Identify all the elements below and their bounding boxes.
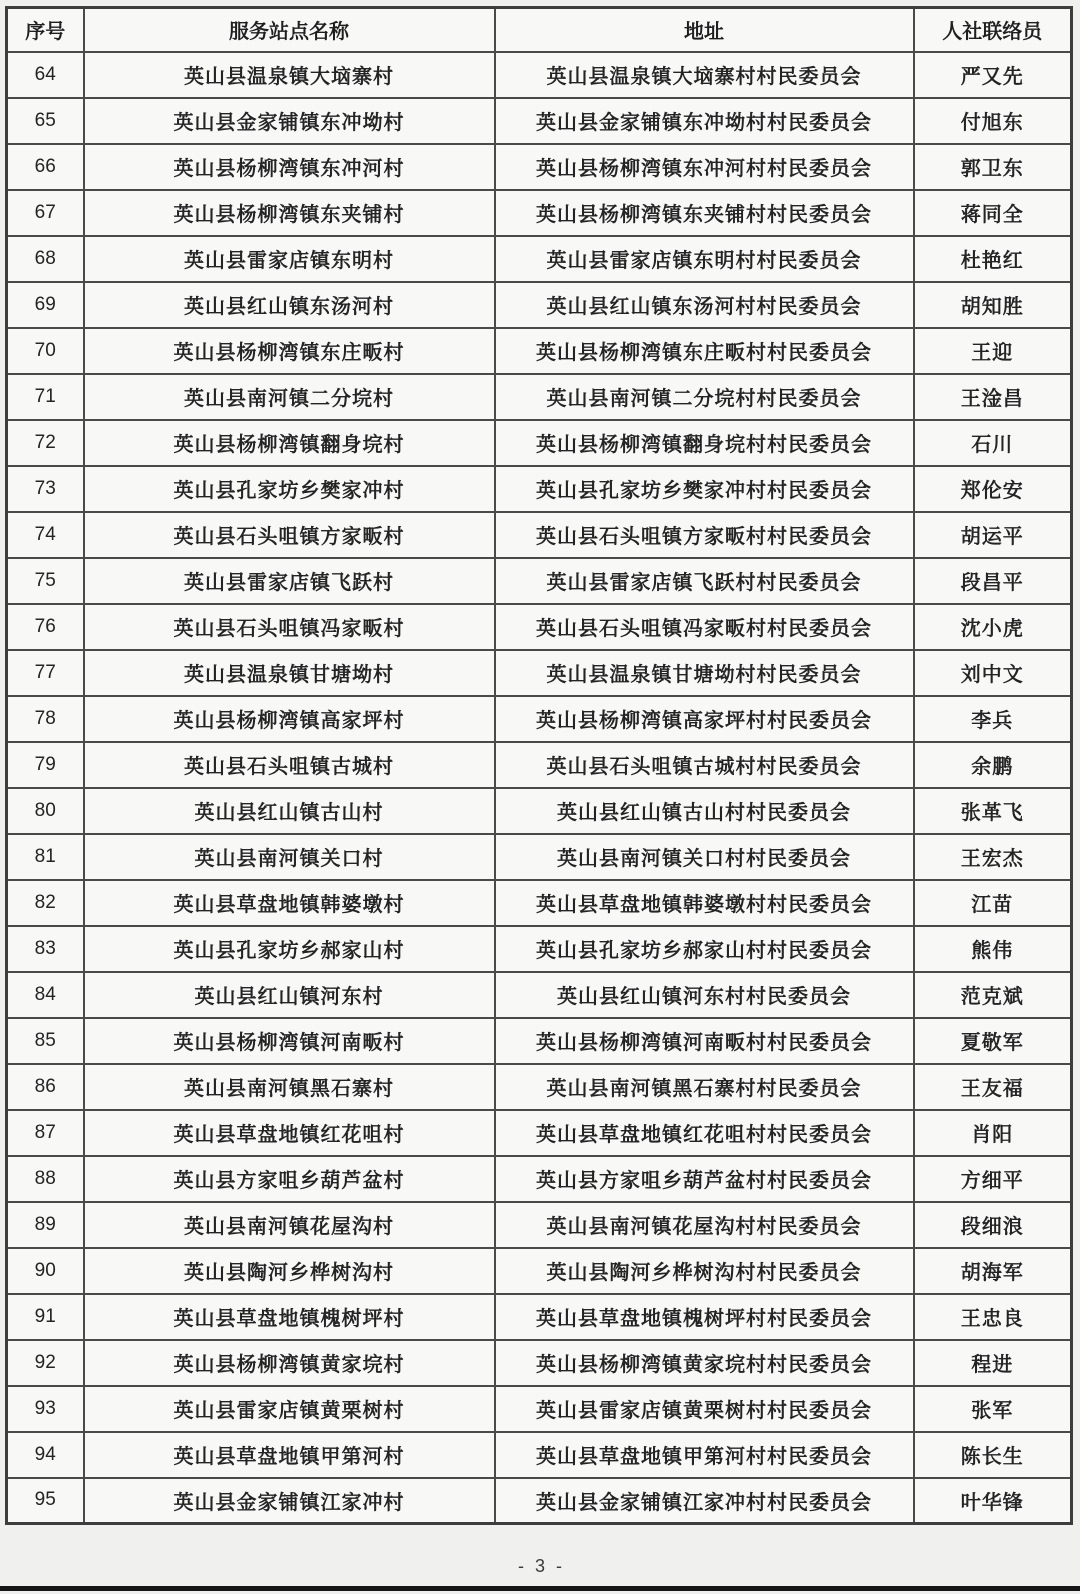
address-cell: 英山县金家铺镇江家冲村村民委员会 — [495, 1478, 914, 1524]
station-name-cell: 英山县陶河乡桦树沟村 — [84, 1248, 495, 1294]
station-name-cell: 英山县杨柳湾镇河南畈村 — [84, 1018, 495, 1064]
row-number-cell: 75 — [7, 558, 84, 604]
table-header — [7, 8, 1072, 52]
table-row — [7, 604, 1072, 650]
row-number-cell: 85 — [7, 1018, 84, 1064]
table-row — [7, 328, 1072, 374]
liaison-cell: 刘中文 — [914, 650, 1072, 696]
table-row — [7, 1156, 1072, 1202]
row-number-cell: 73 — [7, 466, 84, 512]
station-name-cell: 英山县雷家店镇飞跃村 — [84, 558, 495, 604]
liaison-cell: 熊伟 — [914, 926, 1072, 972]
row-number-cell: 87 — [7, 1110, 84, 1156]
station-name-cell: 英山县草盘地镇韩婆墩村 — [84, 880, 495, 926]
liaison-cell: 方细平 — [914, 1156, 1072, 1202]
table-row — [7, 1386, 1072, 1432]
bottom-divider — [0, 1586, 1080, 1591]
station-name-cell: 英山县草盘地镇槐树坪村 — [84, 1294, 495, 1340]
liaison-cell: 张军 — [914, 1386, 1072, 1432]
table-row — [7, 52, 1072, 98]
station-name-cell: 英山县杨柳湾镇东夹铺村 — [84, 190, 495, 236]
row-number-cell: 74 — [7, 512, 84, 558]
liaison-cell: 王迎 — [914, 328, 1072, 374]
table-row — [7, 466, 1072, 512]
address-cell: 英山县石头咀镇古城村村民委员会 — [495, 742, 914, 788]
liaison-cell: 杜艳红 — [914, 236, 1072, 282]
address-cell: 英山县杨柳湾镇东夹铺村村民委员会 — [495, 190, 914, 236]
station-name-cell: 英山县孔家坊乡郝家山村 — [84, 926, 495, 972]
row-number-cell: 89 — [7, 1202, 84, 1248]
row-number-cell: 86 — [7, 1064, 84, 1110]
row-number-cell: 84 — [7, 972, 84, 1018]
liaison-cell: 王忠良 — [914, 1294, 1072, 1340]
table-row — [7, 880, 1072, 926]
station-name-cell: 英山县方家咀乡葫芦盆村 — [84, 1156, 495, 1202]
station-name-cell: 英山县南河镇二分垸村 — [84, 374, 495, 420]
table-row — [7, 512, 1072, 558]
row-number-cell: 71 — [7, 374, 84, 420]
table-row — [7, 98, 1072, 144]
address-cell: 英山县雷家店镇东明村村民委员会 — [495, 236, 914, 282]
address-cell: 英山县南河镇花屋沟村村民委员会 — [495, 1202, 914, 1248]
table-row — [7, 558, 1072, 604]
station-name-cell: 英山县红山镇河东村 — [84, 972, 495, 1018]
table-row — [7, 1432, 1072, 1478]
liaison-cell: 王淦昌 — [914, 374, 1072, 420]
address-cell: 英山县杨柳湾镇黄家垸村村民委员会 — [495, 1340, 914, 1386]
header-index: 序号 — [7, 8, 84, 52]
station-name-cell: 英山县杨柳湾镇东庄畈村 — [84, 328, 495, 374]
address-cell: 英山县草盘地镇甲第河村村民委员会 — [495, 1432, 914, 1478]
address-cell: 英山县雷家店镇黄栗树村村民委员会 — [495, 1386, 914, 1432]
address-cell: 英山县石头咀镇方家畈村村民委员会 — [495, 512, 914, 558]
table-body — [7, 52, 1072, 1524]
header-station-name: 服务站点名称 — [84, 8, 495, 52]
table-row — [7, 282, 1072, 328]
station-name-cell: 英山县南河镇关口村 — [84, 834, 495, 880]
row-number-cell: 64 — [7, 52, 84, 98]
liaison-cell: 付旭东 — [914, 98, 1072, 144]
address-cell: 英山县南河镇二分垸村村民委员会 — [495, 374, 914, 420]
liaison-cell: 段昌平 — [914, 558, 1072, 604]
row-number-cell: 69 — [7, 282, 84, 328]
table-row — [7, 1340, 1072, 1386]
row-number-cell: 88 — [7, 1156, 84, 1202]
table-row — [7, 1478, 1072, 1524]
address-cell: 英山县陶河乡桦树沟村村民委员会 — [495, 1248, 914, 1294]
address-cell: 英山县草盘地镇韩婆墩村村民委员会 — [495, 880, 914, 926]
address-cell: 英山县雷家店镇飞跃村村民委员会 — [495, 558, 914, 604]
liaison-cell: 李兵 — [914, 696, 1072, 742]
row-number-cell: 67 — [7, 190, 84, 236]
station-name-cell: 英山县杨柳湾镇高家坪村 — [84, 696, 495, 742]
station-name-cell: 英山县南河镇花屋沟村 — [84, 1202, 495, 1248]
station-name-cell: 英山县雷家店镇黄栗树村 — [84, 1386, 495, 1432]
table-row — [7, 1110, 1072, 1156]
address-cell: 英山县杨柳湾镇翻身垸村村民委员会 — [495, 420, 914, 466]
station-name-cell: 英山县草盘地镇甲第河村 — [84, 1432, 495, 1478]
row-number-cell: 76 — [7, 604, 84, 650]
row-number-cell: 65 — [7, 98, 84, 144]
page-number: - 3 - — [517, 1556, 562, 1576]
station-name-cell: 英山县草盘地镇红花咀村 — [84, 1110, 495, 1156]
table-row — [7, 374, 1072, 420]
header-row — [7, 8, 1072, 52]
station-name-cell: 英山县石头咀镇方家畈村 — [84, 512, 495, 558]
table-row — [7, 1294, 1072, 1340]
row-number-cell: 91 — [7, 1294, 84, 1340]
liaison-cell: 胡海军 — [914, 1248, 1072, 1294]
service-stations-table — [5, 6, 1073, 1525]
address-cell: 英山县杨柳湾镇高家坪村村民委员会 — [495, 696, 914, 742]
liaison-cell: 江苗 — [914, 880, 1072, 926]
liaison-cell: 肖阳 — [914, 1110, 1072, 1156]
row-number-cell: 83 — [7, 926, 84, 972]
row-number-cell: 82 — [7, 880, 84, 926]
liaison-cell: 陈长生 — [914, 1432, 1072, 1478]
row-number-cell: 78 — [7, 696, 84, 742]
liaison-cell: 王宏杰 — [914, 834, 1072, 880]
row-number-cell: 94 — [7, 1432, 84, 1478]
liaison-cell: 程进 — [914, 1340, 1072, 1386]
station-name-cell: 英山县南河镇黑石寨村 — [84, 1064, 495, 1110]
table-row — [7, 236, 1072, 282]
table-row — [7, 834, 1072, 880]
station-name-cell: 英山县杨柳湾镇东冲河村 — [84, 144, 495, 190]
table-row — [7, 1248, 1072, 1294]
row-number-cell: 80 — [7, 788, 84, 834]
row-number-cell: 68 — [7, 236, 84, 282]
liaison-cell: 郑伦安 — [914, 466, 1072, 512]
liaison-cell: 张革飞 — [914, 788, 1072, 834]
table-row — [7, 1064, 1072, 1110]
table-row — [7, 742, 1072, 788]
station-name-cell: 英山县温泉镇大垴寨村 — [84, 52, 495, 98]
address-cell: 英山县南河镇关口村村民委员会 — [495, 834, 914, 880]
liaison-cell: 范克斌 — [914, 972, 1072, 1018]
station-name-cell: 英山县金家铺镇东冲坳村 — [84, 98, 495, 144]
station-name-cell: 英山县杨柳湾镇黄家垸村 — [84, 1340, 495, 1386]
station-name-cell: 英山县红山镇东汤河村 — [84, 282, 495, 328]
table-row — [7, 420, 1072, 466]
table-row — [7, 650, 1072, 696]
liaison-cell: 胡运平 — [914, 512, 1072, 558]
address-cell: 英山县方家咀乡葫芦盆村村民委员会 — [495, 1156, 914, 1202]
address-cell: 英山县南河镇黑石寨村村民委员会 — [495, 1064, 914, 1110]
address-cell: 英山县孔家坊乡郝家山村村民委员会 — [495, 926, 914, 972]
address-cell: 英山县红山镇古山村村民委员会 — [495, 788, 914, 834]
liaison-cell: 余鹏 — [914, 742, 1072, 788]
station-name-cell: 英山县石头咀镇冯家畈村 — [84, 604, 495, 650]
liaison-cell: 叶华锋 — [914, 1478, 1072, 1524]
table-row — [7, 972, 1072, 1018]
address-cell: 英山县孔家坊乡樊家冲村村民委员会 — [495, 466, 914, 512]
liaison-cell: 郭卫东 — [914, 144, 1072, 190]
address-cell: 英山县温泉镇甘塘坳村村民委员会 — [495, 650, 914, 696]
liaison-cell: 胡知胜 — [914, 282, 1072, 328]
header-address: 地址 — [495, 8, 914, 52]
liaison-cell: 严又先 — [914, 52, 1072, 98]
table-row — [7, 144, 1072, 190]
row-number-cell: 77 — [7, 650, 84, 696]
address-cell: 英山县红山镇河东村村民委员会 — [495, 972, 914, 1018]
station-name-cell: 英山县孔家坊乡樊家冲村 — [84, 466, 495, 512]
station-name-cell: 英山县雷家店镇东明村 — [84, 236, 495, 282]
table-row — [7, 190, 1072, 236]
address-cell: 英山县温泉镇大垴寨村村民委员会 — [495, 52, 914, 98]
row-number-cell: 72 — [7, 420, 84, 466]
row-number-cell: 70 — [7, 328, 84, 374]
row-number-cell: 95 — [7, 1478, 84, 1524]
liaison-cell: 石川 — [914, 420, 1072, 466]
address-cell: 英山县杨柳湾镇河南畈村村民委员会 — [495, 1018, 914, 1064]
row-number-cell: 92 — [7, 1340, 84, 1386]
row-number-cell: 93 — [7, 1386, 84, 1432]
row-number-cell: 90 — [7, 1248, 84, 1294]
liaison-cell: 夏敬军 — [914, 1018, 1072, 1064]
row-number-cell: 66 — [7, 144, 84, 190]
table-row — [7, 1018, 1072, 1064]
row-number-cell: 79 — [7, 742, 84, 788]
table-row — [7, 1202, 1072, 1248]
table-row — [7, 926, 1072, 972]
station-name-cell: 英山县红山镇古山村 — [84, 788, 495, 834]
station-name-cell: 英山县杨柳湾镇翻身垸村 — [84, 420, 495, 466]
liaison-cell: 王友福 — [914, 1064, 1072, 1110]
station-name-cell: 英山县金家铺镇江家冲村 — [84, 1478, 495, 1524]
liaison-cell: 段细浪 — [914, 1202, 1072, 1248]
liaison-cell: 蒋同全 — [914, 190, 1072, 236]
liaison-cell: 沈小虎 — [914, 604, 1072, 650]
table-row — [7, 696, 1072, 742]
address-cell: 英山县石头咀镇冯家畈村村民委员会 — [495, 604, 914, 650]
address-cell: 英山县草盘地镇槐树坪村村民委员会 — [495, 1294, 914, 1340]
address-cell: 英山县红山镇东汤河村村民委员会 — [495, 282, 914, 328]
row-number-cell: 81 — [7, 834, 84, 880]
address-cell: 英山县金家铺镇东冲坳村村民委员会 — [495, 98, 914, 144]
address-cell: 英山县杨柳湾镇东庄畈村村民委员会 — [495, 328, 914, 374]
station-name-cell: 英山县石头咀镇古城村 — [84, 742, 495, 788]
address-cell: 英山县杨柳湾镇东冲河村村民委员会 — [495, 144, 914, 190]
header-liaison: 人社联络员 — [914, 8, 1072, 52]
station-name-cell: 英山县温泉镇甘塘坳村 — [84, 650, 495, 696]
address-cell: 英山县草盘地镇红花咀村村民委员会 — [495, 1110, 914, 1156]
table-row — [7, 788, 1072, 834]
